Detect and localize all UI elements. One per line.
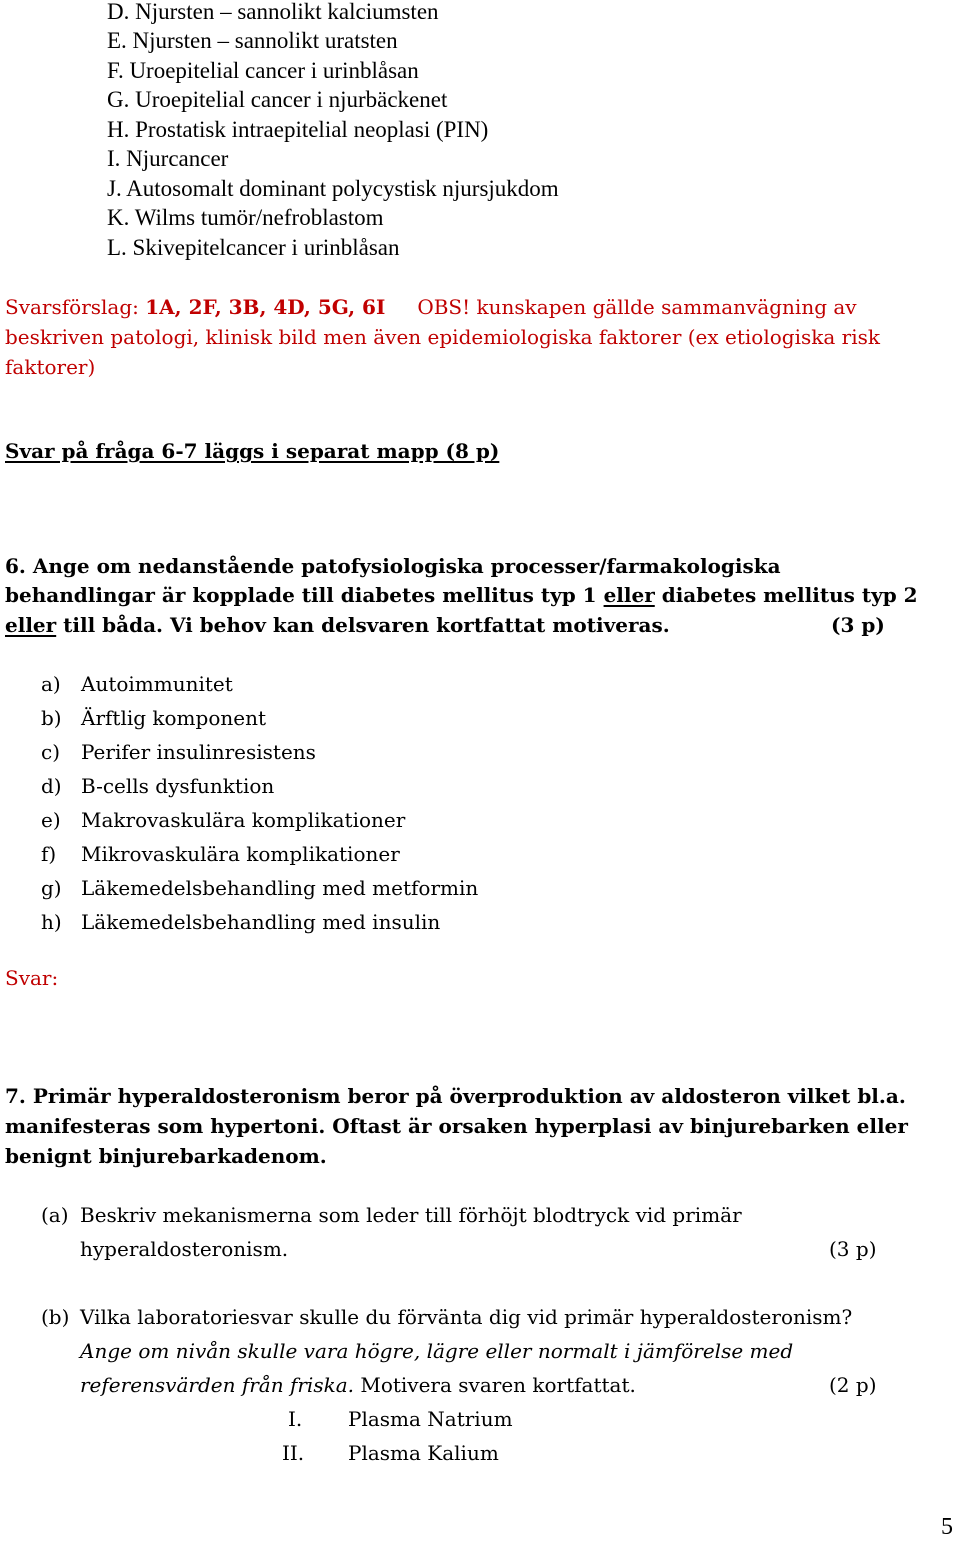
option-f: F. Uroepitelial cancer i urinblåsan [107,58,419,83]
q7b-subitem-key: II. [282,1441,305,1465]
q6-item [41,873,478,903]
q6-item-key: b) [41,706,62,730]
q7b-line-1: Vilka laboratoriesvar skulle du förvänta dig vid primär hyperaldosteronism? [80,1305,853,1329]
q6-item-key: e) [41,808,61,832]
q6-item-text: Läkemedelsbehandling med metformin [81,876,479,900]
q6-item-text: Mikrovaskulära komplikationer [81,842,400,866]
q7b-subitem-text: Plasma Kalium [348,1441,499,1465]
q6-item-text: Autoimmunitet [81,672,233,696]
q6-item [41,737,316,767]
q7b-line-3-italic: referensvärden från friska. [80,1373,354,1397]
q7a-key: (a) [41,1203,69,1227]
answer-note: OBS! kunskapen gällde sammanvägning av [417,295,857,319]
q6-line-3-text: till båda. Vi behov kan delsvaren kortfattat motiveras. [56,613,670,637]
q7a-line-2: hyperaldosteronism. [80,1237,289,1261]
q6-item [41,771,274,801]
q6-item-key: c) [41,740,61,764]
q6-answer-label: Svar: [5,966,59,990]
q7a-points: (3 p) [829,1237,877,1261]
q7a-line-1: Beskriv mekanismerna som leder till förhöjt blodtryck vid primär [80,1203,742,1227]
option-i: I. Njurcancer [107,146,229,171]
separate-folder-instruction: Svar på fråga 6-7 läggs i separat mapp (8 p) [5,439,500,463]
q6-item-text: Makrovaskulära komplikationer [81,808,406,832]
q6-line-2 [5,580,918,610]
q7-line-2: manifesteras som hypertoni. Oftast är orsaken hyperplasi av binjurebarken eller [5,1114,908,1138]
q6-line-3 [5,610,670,640]
q6-item [41,805,405,835]
option-h: H. Prostatisk intraepitelial neoplasi (PIN) [107,117,489,142]
q6-eller-1: eller [603,583,655,607]
q6-line-2-text: behandlingar är kopplade till diabetes mellitus typ 1 [5,583,604,607]
option-e: E. Njursten – sannolikt uratsten [107,28,398,53]
q6-item [41,669,233,699]
q6-item-text: Ärftlig komponent [81,706,266,730]
q6-points: (3 p) [831,613,885,637]
q6-item-text: B-cells dysfunktion [81,774,275,798]
q6-item-text: Perifer insulinresistens [81,740,316,764]
answer-value: 1A, 2F, 3B, 4D, 5G, 6I [145,295,386,319]
option-d: D. Njursten – sannolikt kalciumsten [107,0,439,24]
q7-line-3: benignt binjurebarkadenom. [5,1144,327,1168]
q6-item-key: d) [41,774,62,798]
answer-line-1 [5,292,857,322]
option-k: K. Wilms tumör/nefroblastom [107,205,384,230]
q6-line-2-end: diabetes mellitus typ 2 [654,583,918,607]
option-g: G. Uroepitelial cancer i njurbäckenet [107,87,448,112]
q7b-subitem-text: Plasma Natrium [348,1407,513,1431]
q7b-key: (b) [41,1305,70,1329]
page-number: 5 [941,1514,953,1540]
q7b-line-2: Ange om nivån skulle vara högre, lägre eller normalt i jämförelse med [80,1339,794,1363]
answer-label: Svarsförslag: [5,295,146,319]
q6-item [41,839,400,869]
q6-line-1: 6. Ange om nedanstående patofysiologiska processer/farmakologiska [5,554,781,578]
q7b-points: (2 p) [829,1373,877,1397]
answer-line-3: faktorer) [5,355,96,379]
q7b-subitem-key: I. [288,1407,303,1431]
option-l: L. Skivepitelcancer i urinblåsan [107,235,400,260]
q6-eller-2: eller [5,613,57,637]
q6-item-text: Läkemedelsbehandling med insulin [81,910,441,934]
q6-item [41,907,440,937]
q7-line-1: 7. Primär hyperaldosteronism beror på överproduktion av aldosteron vilket bl.a. [5,1084,906,1108]
q6-item-key: f) [41,842,57,866]
q6-item-key: a) [41,672,61,696]
q6-item-key: h) [41,910,62,934]
q7b-line-3 [80,1370,636,1400]
q6-item [41,703,266,733]
q7b-line-3-normal: Motivera svaren kortfattat. [353,1373,636,1397]
option-j: J. Autosomalt dominant polycystisk njursjukdom [107,176,559,201]
answer-line-2: beskriven patologi, klinisk bild men även epidemiologiska faktorer (ex etiologiska risk [5,325,880,349]
q6-item-key: g) [41,876,62,900]
